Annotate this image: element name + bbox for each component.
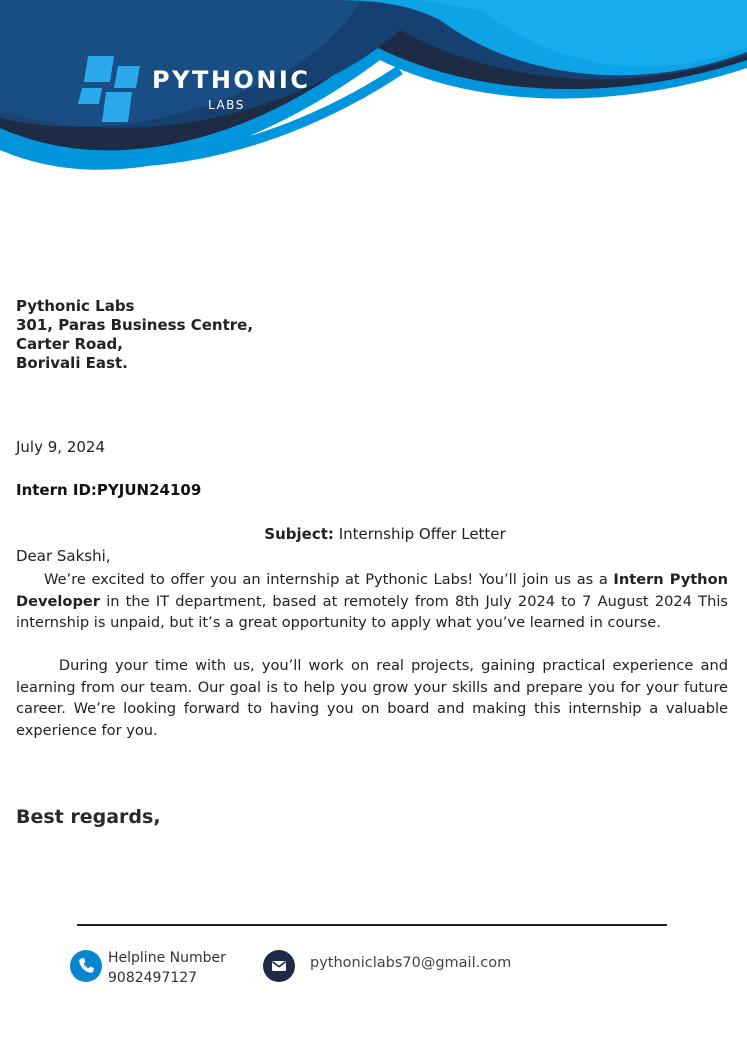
letter-date: July 9, 2024 (16, 438, 105, 456)
address-line: Carter Road, (16, 335, 123, 353)
address-line: Borivali East. (16, 354, 128, 372)
subject-line (0, 525, 747, 543)
helpline-label: Helpline Number (108, 950, 226, 966)
signoff: Best regards, (16, 806, 161, 828)
email-link[interactable]: pythoniclabs70@gmail.com (310, 955, 512, 971)
para1-after: in the IT department, based at remotely from 8th July 2024 to 7 August 2024 This internship is unpaid, but it’s a great opportunity to apply what you’ve learned in course. (16, 592, 728, 632)
brand-name: PYTHONIC (152, 66, 311, 94)
subject-label: Subject: (264, 525, 334, 543)
mail-icon (263, 950, 295, 982)
address-line: 301, Paras Business Centre, (16, 316, 254, 334)
company-address (16, 297, 253, 373)
body-paragraph-1 (16, 569, 728, 634)
subject-text: Internship Offer Letter (338, 525, 506, 543)
role-title: Intern Python Developer (16, 571, 728, 610)
helpline-number: 9082497127 (108, 970, 198, 986)
intern-id: Intern ID:PYJUN24109 (16, 481, 202, 499)
para1-before: We’re excited to offer you an internship at Pythonic Labs! You’ll join us as a (44, 571, 614, 588)
body-paragraph-2 (16, 655, 728, 742)
brand-sub: LABS (208, 98, 245, 112)
address-line: Pythonic Labs (16, 297, 135, 315)
greeting: Dear Sakshi, (16, 547, 111, 565)
phone-icon (70, 950, 102, 982)
footer-divider (77, 924, 667, 926)
para2-text: During your time with us, you’ll work on real projects, gaining practical experience and learning from our team. Our goal is to help you grow your skills and prepare you for your future career. We’re looking forward to having you on board and making this internship a valuable experience for you. (16, 657, 728, 740)
pythonic-logo-icon (74, 54, 144, 124)
